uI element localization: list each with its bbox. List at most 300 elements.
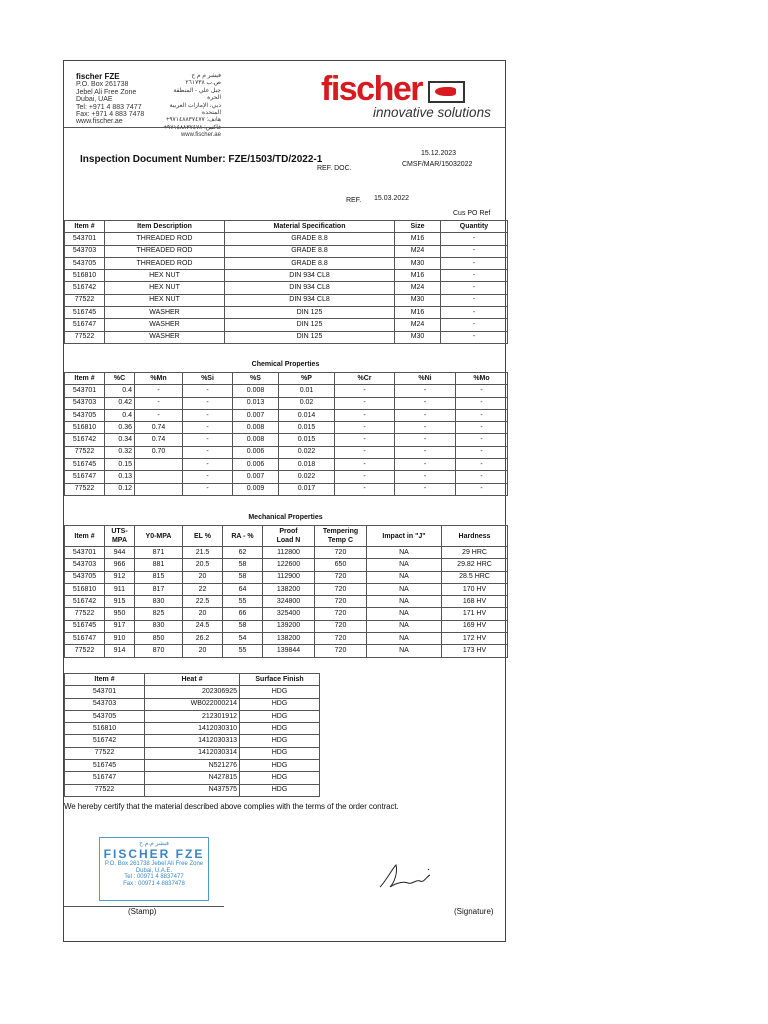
column-header: Hardness: [442, 526, 508, 547]
table-cell: 168 HV: [442, 596, 508, 608]
table-cell: 139844: [263, 645, 315, 657]
column-header: Heat #: [145, 674, 240, 686]
stamp-label: (Stamp): [128, 907, 157, 916]
column-header: Item Description: [105, 221, 225, 233]
table-cell: 543701: [65, 686, 145, 698]
table-cell: 0.02: [279, 397, 335, 409]
table-cell: HDG: [240, 686, 320, 698]
table-cell: 0.006: [233, 459, 279, 471]
column-header: %P: [279, 373, 335, 385]
table-cell: NA: [367, 645, 442, 657]
table-row: [65, 307, 508, 319]
table-cell: GRADE 8.8: [225, 233, 395, 245]
column-header: %Mo: [456, 373, 508, 385]
table-cell: N521276: [145, 760, 240, 772]
ref-doc-value: CMSF/MAR/15032022: [402, 161, 473, 168]
table-cell: 950: [105, 608, 135, 620]
table-row: [65, 747, 320, 759]
heat-header-row: [65, 674, 320, 686]
stamp-company-name: FISCHER FZE: [103, 846, 205, 861]
header-divider: [64, 127, 505, 128]
table-cell: -: [183, 483, 233, 495]
column-header: %Si: [183, 373, 233, 385]
table-cell: 20.5: [183, 559, 223, 571]
stamp-line: Tel : 00971 4 8837477: [124, 874, 184, 881]
table-cell: 516747: [65, 471, 105, 483]
table-cell: 910: [105, 633, 135, 645]
table-cell: -: [395, 471, 456, 483]
table-cell: WASHER: [105, 331, 225, 343]
table-cell: -: [183, 385, 233, 397]
certification-statement: We hereby certify that the material described above complies with the terms of the order contract.: [64, 802, 399, 811]
column-header: Quantity: [441, 221, 508, 233]
table-cell: -: [395, 397, 456, 409]
table-row: [65, 559, 508, 571]
table-cell: 62: [223, 547, 263, 559]
items-table: [64, 220, 508, 344]
table-cell: 870: [135, 645, 183, 657]
table-cell: 0.008: [233, 385, 279, 397]
table-cell: -: [395, 422, 456, 434]
table-cell: 0.008: [233, 422, 279, 434]
table-cell: DIN 934 CL8: [225, 294, 395, 306]
heat-surface-table: [64, 673, 320, 797]
table-cell: 543705: [65, 257, 105, 269]
column-header: Item #: [65, 221, 105, 233]
table-cell: 850: [135, 633, 183, 645]
table-cell: 138200: [263, 583, 315, 595]
table-row: [65, 723, 320, 735]
table-cell: 325400: [263, 608, 315, 620]
table-cell: 0.36: [105, 422, 135, 434]
table-cell: 516742: [65, 735, 145, 747]
table-row: [65, 331, 508, 343]
column-header: %Cr: [335, 373, 395, 385]
table-cell: [135, 471, 183, 483]
table-row: [65, 446, 508, 458]
column-header: Impact in "J": [367, 526, 442, 547]
certificate-page: [63, 60, 506, 942]
table-cell: 0.006: [233, 446, 279, 458]
table-row: [65, 772, 320, 784]
table-row: [65, 422, 508, 434]
table-row: [65, 409, 508, 421]
table-cell: 324800: [263, 596, 315, 608]
table-cell: -: [135, 409, 183, 421]
table-row: [65, 471, 508, 483]
table-row: [65, 319, 508, 331]
table-cell: 112900: [263, 571, 315, 583]
table-cell: 915: [105, 596, 135, 608]
table-cell: 543705: [65, 571, 105, 583]
table-cell: 650: [315, 559, 367, 571]
table-cell: -: [441, 245, 508, 257]
stamp-arabic: فيشر م.م.ح: [139, 841, 169, 847]
table-cell: 77522: [65, 784, 145, 796]
table-cell: 122600: [263, 559, 315, 571]
table-cell: -: [456, 397, 508, 409]
table-cell: -: [335, 459, 395, 471]
table-row: [65, 257, 508, 269]
table-cell: 543701: [65, 233, 105, 245]
table-cell: NA: [367, 633, 442, 645]
table-cell: 825: [135, 608, 183, 620]
table-cell: 77522: [65, 747, 145, 759]
table-cell: WASHER: [105, 319, 225, 331]
table-cell: 1412030314: [145, 747, 240, 759]
table-cell: M16: [395, 270, 441, 282]
address-line: P.O. Box 261738: [76, 81, 129, 89]
table-cell: 543705: [65, 409, 105, 421]
table-cell: 28.5 HRC: [442, 571, 508, 583]
table-cell: 720: [315, 633, 367, 645]
table-cell: -: [441, 294, 508, 306]
table-row: [65, 633, 508, 645]
column-header: %C: [105, 373, 135, 385]
column-header: Item #: [65, 674, 145, 686]
stamp-line: Fax : 00971 4 8837478: [123, 881, 185, 888]
table-cell: -: [335, 422, 395, 434]
table-row: [65, 784, 320, 796]
address-line: Tel: +971 4 883 7477: [76, 103, 142, 111]
table-cell: -: [183, 397, 233, 409]
table-cell: 720: [315, 620, 367, 632]
table-cell: 516810: [65, 583, 105, 595]
table-cell: 172 HV: [442, 633, 508, 645]
table-cell: 0.01: [279, 385, 335, 397]
table-row: [65, 270, 508, 282]
mechanical-header-row: [65, 526, 508, 547]
table-cell: 871: [135, 547, 183, 559]
table-cell: THREADED ROD: [105, 245, 225, 257]
table-cell: -: [395, 483, 456, 495]
table-cell: -: [456, 434, 508, 446]
table-cell: 1412030313: [145, 735, 240, 747]
table-cell: -: [395, 385, 456, 397]
table-cell: 202306925: [145, 686, 240, 698]
table-cell: 516745: [65, 459, 105, 471]
table-cell: THREADED ROD: [105, 233, 225, 245]
table-row: [65, 760, 320, 772]
table-cell: DIN 125: [225, 307, 395, 319]
table-cell: 516745: [65, 620, 105, 632]
fish-logo-icon: [428, 81, 465, 103]
table-cell: 20: [183, 608, 223, 620]
table-cell: -: [183, 422, 233, 434]
table-cell: -: [456, 459, 508, 471]
table-cell: 64: [223, 583, 263, 595]
table-cell: 77522: [65, 483, 105, 495]
table-row: [65, 608, 508, 620]
column-header: Size: [395, 221, 441, 233]
table-cell: HDG: [240, 698, 320, 710]
table-cell: -: [335, 471, 395, 483]
column-header: EL %: [183, 526, 223, 547]
table-cell: -: [456, 471, 508, 483]
table-row: [65, 282, 508, 294]
table-cell: -: [335, 483, 395, 495]
table-cell: DIN 125: [225, 331, 395, 343]
table-cell: 516747: [65, 772, 145, 784]
table-cell: NA: [367, 620, 442, 632]
table-cell: 516810: [65, 422, 105, 434]
table-cell: 22.5: [183, 596, 223, 608]
table-cell: NA: [367, 583, 442, 595]
table-cell: GRADE 8.8: [225, 245, 395, 257]
arabic-line: فيشر م م ح: [191, 73, 221, 79]
table-row: [65, 620, 508, 632]
table-cell: 0.018: [279, 459, 335, 471]
table-cell: [135, 483, 183, 495]
table-cell: -: [183, 459, 233, 471]
ref-label: REF.: [346, 197, 362, 204]
table-cell: -: [183, 471, 233, 483]
table-cell: 881: [135, 559, 183, 571]
table-cell: -: [395, 409, 456, 421]
table-cell: 1412030310: [145, 723, 240, 735]
table-cell: -: [335, 446, 395, 458]
table-cell: M24: [395, 319, 441, 331]
table-cell: 0.74: [135, 434, 183, 446]
column-header: %Mn: [135, 373, 183, 385]
table-cell: HDG: [240, 760, 320, 772]
ref-value: 15.03.2022: [374, 195, 410, 202]
table-cell: 0.13: [105, 471, 135, 483]
table-cell: HDG: [240, 710, 320, 722]
address-line: Dubai, UAE: [76, 96, 113, 104]
table-row: [65, 547, 508, 559]
table-cell: -: [335, 409, 395, 421]
table-row: [65, 483, 508, 495]
table-cell: 0.008: [233, 434, 279, 446]
table-cell: -: [456, 385, 508, 397]
document-title: Inspection Document Number: FZE/1503/TD/2022-1: [80, 154, 323, 165]
table-cell: 170 HV: [442, 583, 508, 595]
table-cell: WASHER: [105, 307, 225, 319]
table-cell: 138200: [263, 633, 315, 645]
table-cell: 0.4: [105, 385, 135, 397]
table-cell: -: [441, 331, 508, 343]
table-cell: 543701: [65, 547, 105, 559]
table-cell: NA: [367, 608, 442, 620]
table-cell: DIN 934 CL8: [225, 282, 395, 294]
company-name: fischer FZE: [76, 72, 120, 81]
table-cell: 0.12: [105, 483, 135, 495]
table-cell: DIN 934 CL8: [225, 270, 395, 282]
table-cell: -: [441, 257, 508, 269]
table-cell: 516810: [65, 723, 145, 735]
table-cell: 0.022: [279, 446, 335, 458]
table-cell: 543705: [65, 710, 145, 722]
arabic-line: www.fischer.ae: [180, 132, 221, 139]
cus-po-label: Cus PO Ref: [453, 210, 491, 217]
table-cell: 20: [183, 645, 223, 657]
table-row: [65, 571, 508, 583]
table-cell: [135, 459, 183, 471]
table-cell: 173 HV: [442, 645, 508, 657]
table-cell: 0.4: [105, 409, 135, 421]
table-cell: NA: [367, 596, 442, 608]
table-cell: 0.015: [279, 434, 335, 446]
table-cell: NA: [367, 571, 442, 583]
table-cell: 0.022: [279, 471, 335, 483]
stamp-line: P.O. Box 261738 Jebel Ali Free Zone: [104, 860, 204, 867]
table-cell: -: [395, 459, 456, 471]
table-cell: -: [441, 319, 508, 331]
table-cell: 830: [135, 620, 183, 632]
table-cell: 22: [183, 583, 223, 595]
table-cell: 911: [105, 583, 135, 595]
table-cell: 720: [315, 571, 367, 583]
mechanical-properties-title: Mechanical Properties: [248, 514, 323, 521]
table-cell: NA: [367, 559, 442, 571]
table-cell: 171 HV: [442, 608, 508, 620]
table-cell: 29 HRC: [442, 547, 508, 559]
address-line: www.fischer.ae: [76, 118, 123, 126]
column-header: Y0-MPA: [135, 526, 183, 547]
document-date: 15.12.2023: [421, 150, 457, 157]
table-cell: 0.015: [279, 422, 335, 434]
table-cell: 212301912: [145, 710, 240, 722]
table-cell: 720: [315, 547, 367, 559]
table-cell: HDG: [240, 772, 320, 784]
table-cell: -: [335, 434, 395, 446]
table-cell: 966: [105, 559, 135, 571]
table-cell: 543701: [65, 385, 105, 397]
signature-mark: [376, 861, 436, 893]
table-cell: -: [335, 385, 395, 397]
table-cell: 516747: [65, 633, 105, 645]
table-cell: 543703: [65, 397, 105, 409]
logo-wordmark: fischer: [321, 70, 422, 108]
table-cell: DIN 125: [225, 319, 395, 331]
table-cell: 0.014: [279, 409, 335, 421]
table-cell: 815: [135, 571, 183, 583]
table-cell: 0.42: [105, 397, 135, 409]
stamp-line: Dubai, U.A.E.: [135, 867, 173, 874]
table-cell: 917: [105, 620, 135, 632]
table-cell: GRADE 8.8: [225, 257, 395, 269]
table-cell: M30: [395, 331, 441, 343]
table-cell: 516745: [65, 760, 145, 772]
table-cell: M16: [395, 307, 441, 319]
arabic-line: دبي، الإمارات العربية المتحدة: [169, 102, 221, 117]
table-cell: 0.009: [233, 483, 279, 495]
table-cell: -: [135, 385, 183, 397]
column-header: Item #: [65, 373, 105, 385]
table-cell: 66: [223, 608, 263, 620]
table-cell: WB022000214: [145, 698, 240, 710]
column-header: Material Specification: [225, 221, 395, 233]
table-cell: 0.32: [105, 446, 135, 458]
table-cell: 543703: [65, 698, 145, 710]
table-cell: 720: [315, 645, 367, 657]
table-cell: -: [456, 422, 508, 434]
column-header: RA - %: [223, 526, 263, 547]
table-cell: -: [456, 446, 508, 458]
table-cell: 169 HV: [442, 620, 508, 632]
table-cell: 720: [315, 596, 367, 608]
table-cell: 77522: [65, 331, 105, 343]
table-cell: 112800: [263, 547, 315, 559]
table-cell: 0.013: [233, 397, 279, 409]
table-cell: -: [395, 434, 456, 446]
table-row: [65, 434, 508, 446]
table-cell: -: [456, 409, 508, 421]
items-header-row: [65, 221, 508, 233]
table-cell: 0.007: [233, 471, 279, 483]
table-cell: 77522: [65, 294, 105, 306]
table-cell: N427815: [145, 772, 240, 784]
table-cell: -: [441, 233, 508, 245]
table-cell: 54: [223, 633, 263, 645]
table-cell: 55: [223, 596, 263, 608]
table-cell: 543703: [65, 559, 105, 571]
table-row: [65, 710, 320, 722]
address-line: Fax: +971 4 883 7478: [76, 111, 145, 119]
table-cell: M30: [395, 257, 441, 269]
table-row: [65, 735, 320, 747]
table-cell: 26.2: [183, 633, 223, 645]
table-row: [65, 397, 508, 409]
table-cell: 543703: [65, 245, 105, 257]
table-cell: 720: [315, 608, 367, 620]
address-line: Jebel Ali Free Zone: [76, 88, 137, 96]
column-header: Surface Finish: [240, 674, 320, 686]
table-cell: -: [335, 397, 395, 409]
table-cell: -: [135, 397, 183, 409]
chemical-properties-title: Chemical Properties: [251, 361, 320, 368]
table-cell: 0.34: [105, 434, 135, 446]
table-row: [65, 596, 508, 608]
table-row: [65, 385, 508, 397]
table-cell: HDG: [240, 747, 320, 759]
table-cell: 0.007: [233, 409, 279, 421]
table-cell: HEX NUT: [105, 282, 225, 294]
table-cell: 516742: [65, 596, 105, 608]
table-cell: 24.5: [183, 620, 223, 632]
table-cell: 830: [135, 596, 183, 608]
table-cell: THREADED ROD: [105, 257, 225, 269]
table-cell: 817: [135, 583, 183, 595]
table-cell: -: [183, 434, 233, 446]
column-header: UTS- MPA: [105, 526, 135, 547]
table-cell: 944: [105, 547, 135, 559]
chemical-properties-table: [64, 372, 508, 496]
table-cell: NA: [367, 547, 442, 559]
table-cell: 55: [223, 645, 263, 657]
table-cell: -: [441, 270, 508, 282]
table-cell: -: [183, 409, 233, 421]
table-cell: M24: [395, 282, 441, 294]
table-cell: 77522: [65, 608, 105, 620]
table-cell: -: [441, 307, 508, 319]
table-row: [65, 686, 320, 698]
table-cell: 516810: [65, 270, 105, 282]
table-row: [65, 233, 508, 245]
table-cell: 912: [105, 571, 135, 583]
table-row: [65, 645, 508, 657]
column-header: Item #: [65, 526, 105, 547]
table-cell: -: [395, 446, 456, 458]
table-cell: M30: [395, 294, 441, 306]
table-cell: HDG: [240, 723, 320, 735]
table-cell: M16: [395, 233, 441, 245]
table-row: [65, 698, 320, 710]
table-cell: 77522: [65, 645, 105, 657]
table-row: [65, 245, 508, 257]
table-cell: 20: [183, 571, 223, 583]
